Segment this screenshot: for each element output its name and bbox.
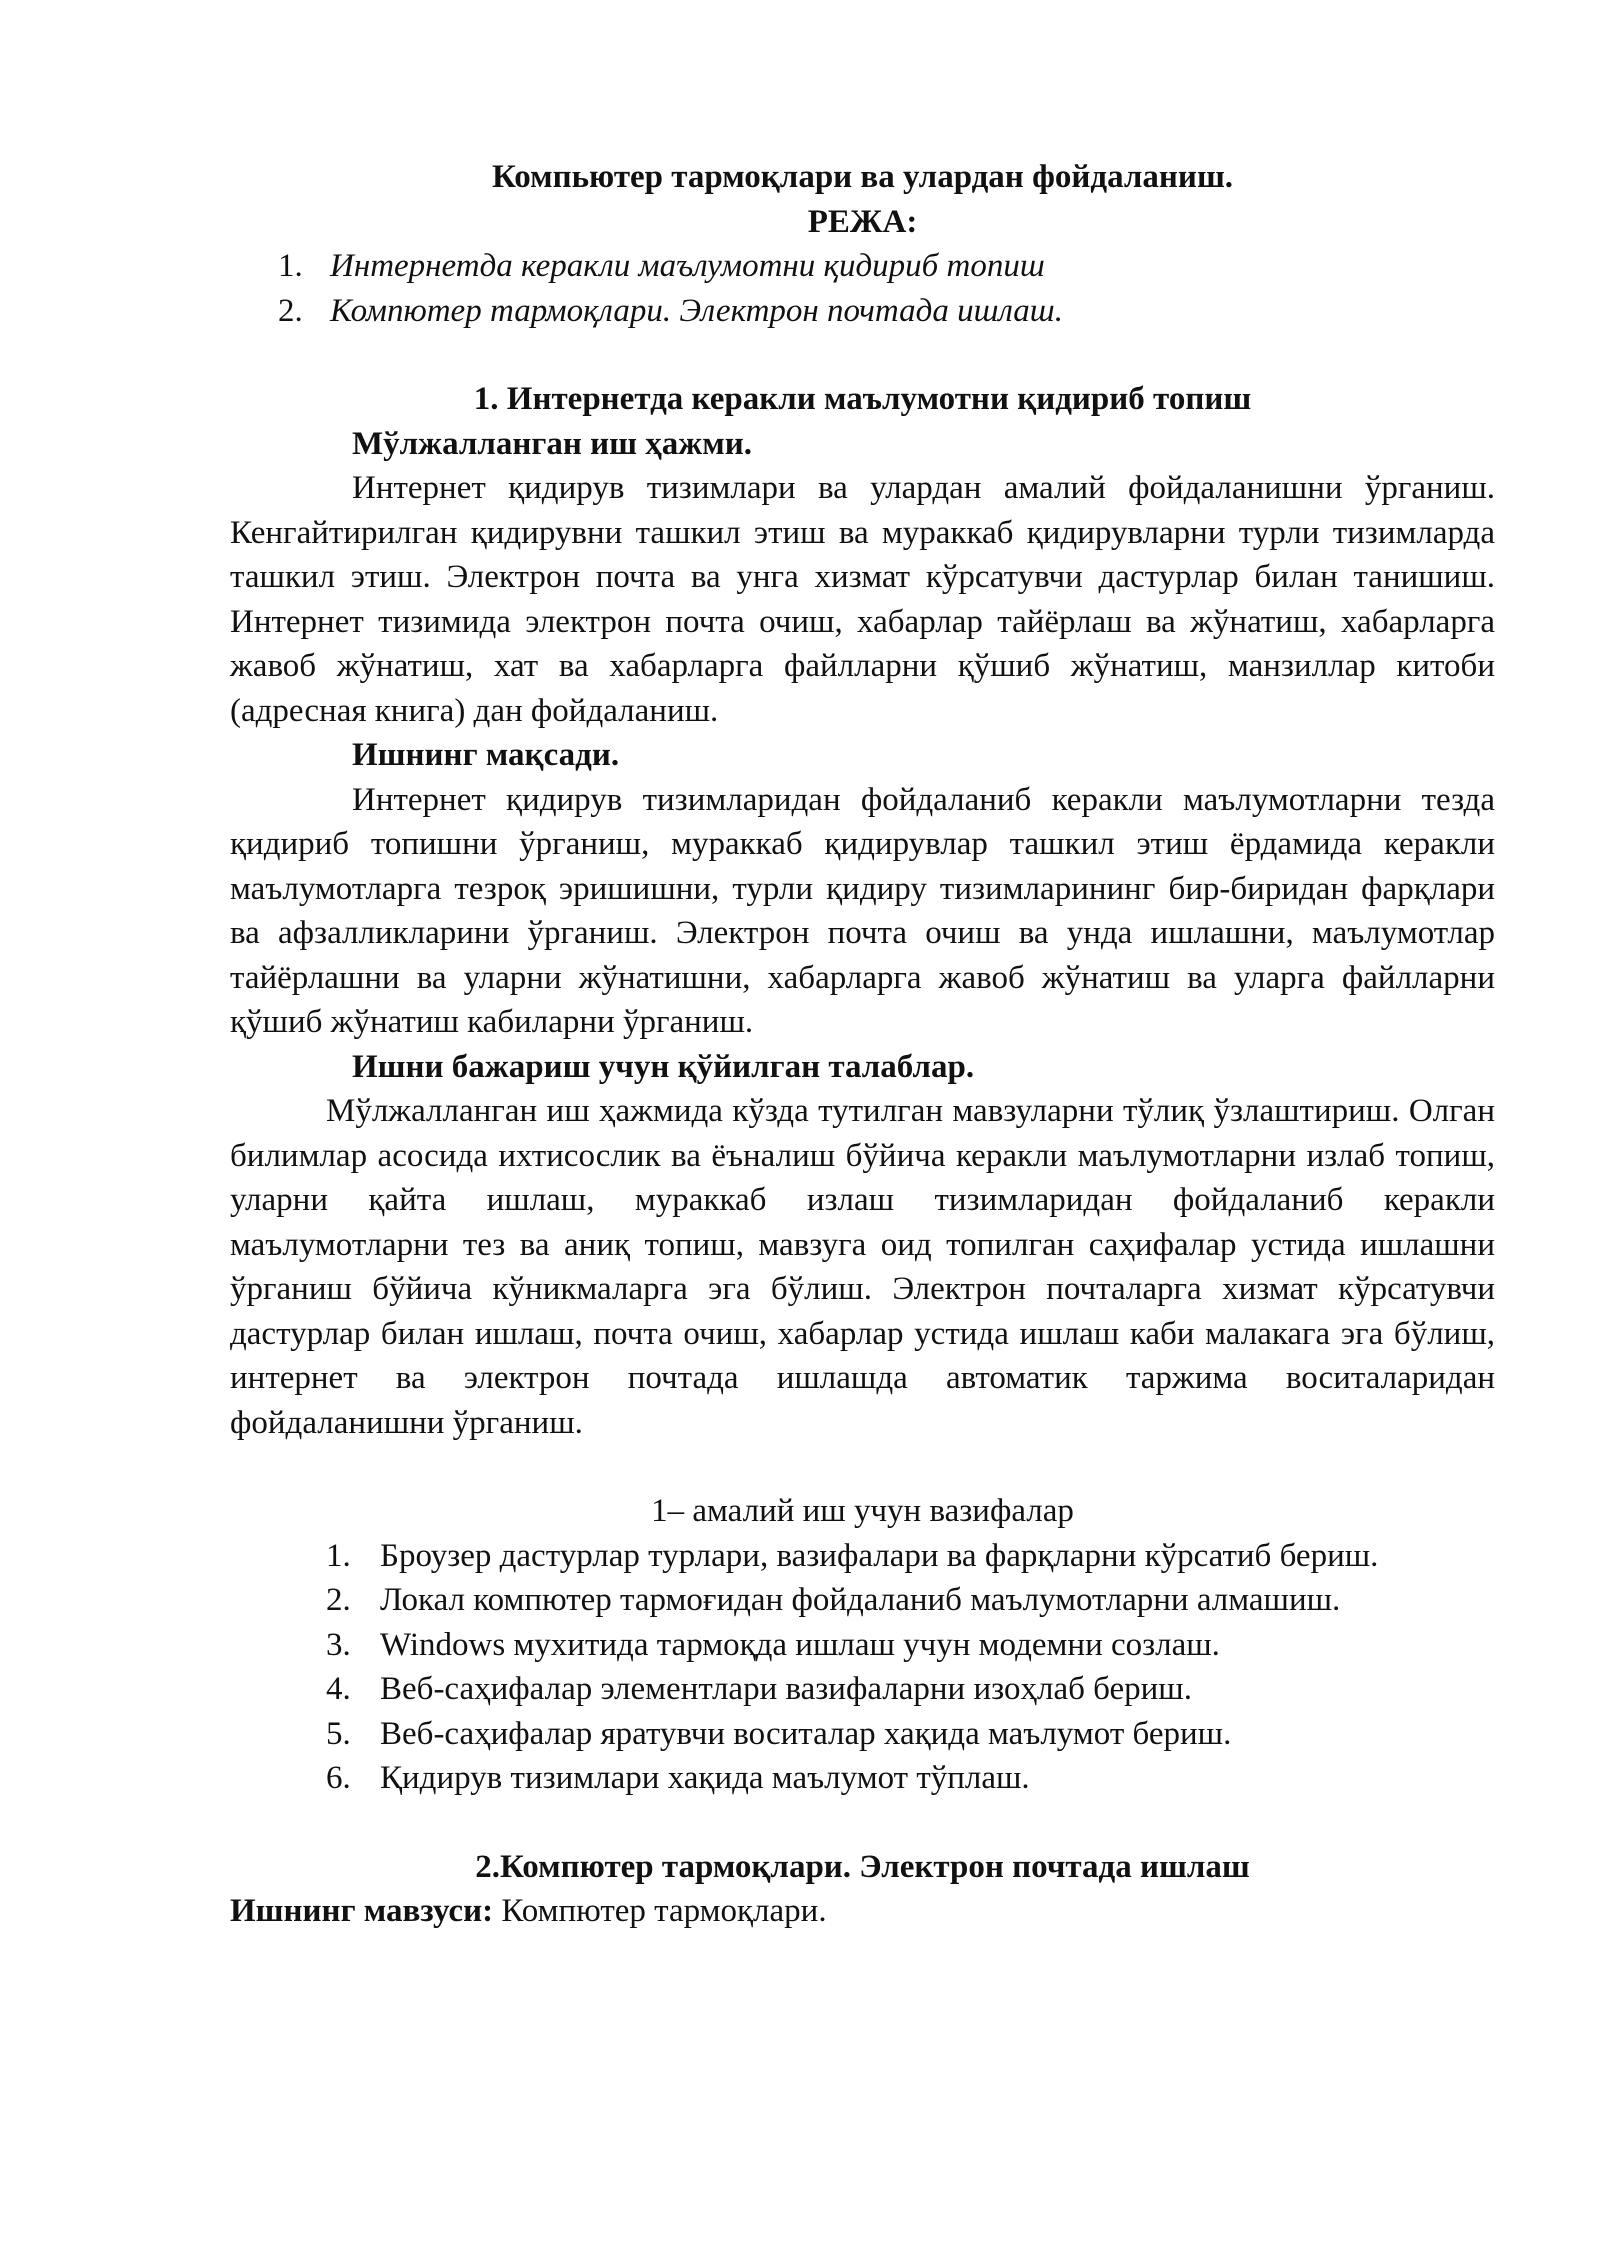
task-text: Windows мухитида тармоқда ишлаш учун модемни созлаш. — [380, 1626, 1220, 1663]
document-title: Компьютер тармоқлари ва улардан фойдаланиш. — [491, 159, 1234, 195]
plan-item — [230, 244, 1495, 289]
task-number: 5. — [326, 1715, 351, 1752]
topic-text: Компютер тармоқлари. — [493, 1893, 827, 1929]
scope-heading: Мўлжалланган иш ҳажми. — [352, 425, 752, 462]
document-page — [230, 155, 1495, 1934]
plan-heading: РЕЖА: — [807, 203, 918, 240]
task-text: Қидирув тизимлари хақида маълумот тўплаш. — [380, 1760, 1030, 1796]
task-number: 1. — [326, 1537, 351, 1574]
topic-label: Ишнинг мавзуси: — [230, 1893, 494, 1929]
scope-paragraph: Интернет қидирув тизимлари ва улардан амалий фойдаланишни ўрганиш. Кенгайтирилган қидирувни ташкил этиш ва мураккаб қидирувларни турли тизимларда ташкил этиш. Электрон почта ва унга хизмат кўрсатувчи дастурлар билан танишиш. Интернет тизимида электрон почта очиш, хабарлар тайёрлаш ва жўнатиш, хабарларга жавоб жўнатиш, хат ва хабарларга файлларни қўшиб жўнатиш, манзиллар китоби (адресная книга) дан фойдаланиш. — [230, 470, 1495, 729]
task-number: 3. — [326, 1626, 351, 1663]
task-number: 6. — [326, 1760, 351, 1796]
topic-line — [230, 1889, 1495, 1934]
task-item — [230, 1534, 1495, 1579]
plan-item-number: 1. — [278, 248, 303, 284]
task-item — [230, 1712, 1495, 1757]
plan-list — [230, 244, 1495, 333]
task-text: Веб-саҳифалар яратувчи воситалар хақида маълумот бериш. — [380, 1715, 1232, 1752]
tasks-list — [230, 1534, 1495, 1801]
task-number: 2. — [326, 1582, 351, 1618]
task-number: 4. — [326, 1671, 351, 1707]
plan-item-text: Интернетда керакли маълумотни қидириб топиш — [330, 248, 1045, 284]
task-text: Веб-саҳифалар элементлари вазифаларни изоҳлаб бериш. — [380, 1671, 1192, 1707]
section1-title: 1. Интернетда керакли маълумотни қидириб топиш — [473, 381, 1252, 417]
task-item — [230, 1756, 1495, 1801]
requirements-paragraph: Мўлжалланган иш ҳажмида кўзда тутилган мавзуларни тўлиқ ўзлаштириш. Олган билимлар асосида ихтисослик ва ёъналиш бўйича керакли маълумотларни излаб топиш, уларни қайта ишлаш, мураккаб излаш тизимларидан фойдаланиб керакли маълумотларни тез ва аниқ топиш, мавзуга оид топилган саҳифалар устида ишлашни ўрганиш бўйича кўникмаларга эга бўлиш. Электрон почталарга хизмат кўрсатувчи дастурлар билан ишлаш, почта очиш, хабарлар устида ишлаш каби малакага эга бўлиш, интернет ва электрон почтада ишлашда автоматик таржима воситаларидан фойдаланишни ўрганиш. — [230, 1093, 1495, 1441]
plan-item-text: Компютер тармоқлари. Электрон почтада ишлаш. — [330, 292, 1063, 329]
goal-paragraph: Интернет қидирув тизимларидан фойдаланиб керакли маълумотларни тезда қидириб топишни ўрганиш, мураккаб қидирувлар ташкил этиш ёрдамида керакли маълумотларга тезроқ эришишни, турли қидиру тизимларининг бир-биридан фарқлари ва афзалликларини ўрганиш. Электрон почта очиш ва унда ишлашни, маълумотлар тайёрлашни ва уларни жўнатишни, хабарларга жавоб жўнатиш ва уларга файлларни қўшиб жўнатиш кабиларни ўрганиш. — [230, 781, 1495, 1040]
task-text: Локал компютер тармоғидан фойдаланиб маълумотларни алмашиш. — [380, 1582, 1341, 1618]
task-item — [230, 1667, 1495, 1712]
plan-item — [230, 289, 1495, 334]
task-text: Броузер дастурлар турлари, вазифалари ва фарқларни кўрсатиб бериш. — [380, 1537, 1379, 1574]
plan-item-number: 2. — [278, 292, 303, 329]
section2-title: 2.Компютер тармоқлари. Электрон почтада ишлаш — [475, 1848, 1250, 1885]
requirements-heading: Ишни бажариш учун қўйилган талаблар. — [352, 1048, 975, 1085]
task-item — [230, 1578, 1495, 1623]
tasks-title: 1– амалий иш учун вазифалар — [651, 1493, 1074, 1529]
task-item — [230, 1623, 1495, 1668]
goal-heading: Ишнинг мақсади. — [352, 737, 620, 773]
